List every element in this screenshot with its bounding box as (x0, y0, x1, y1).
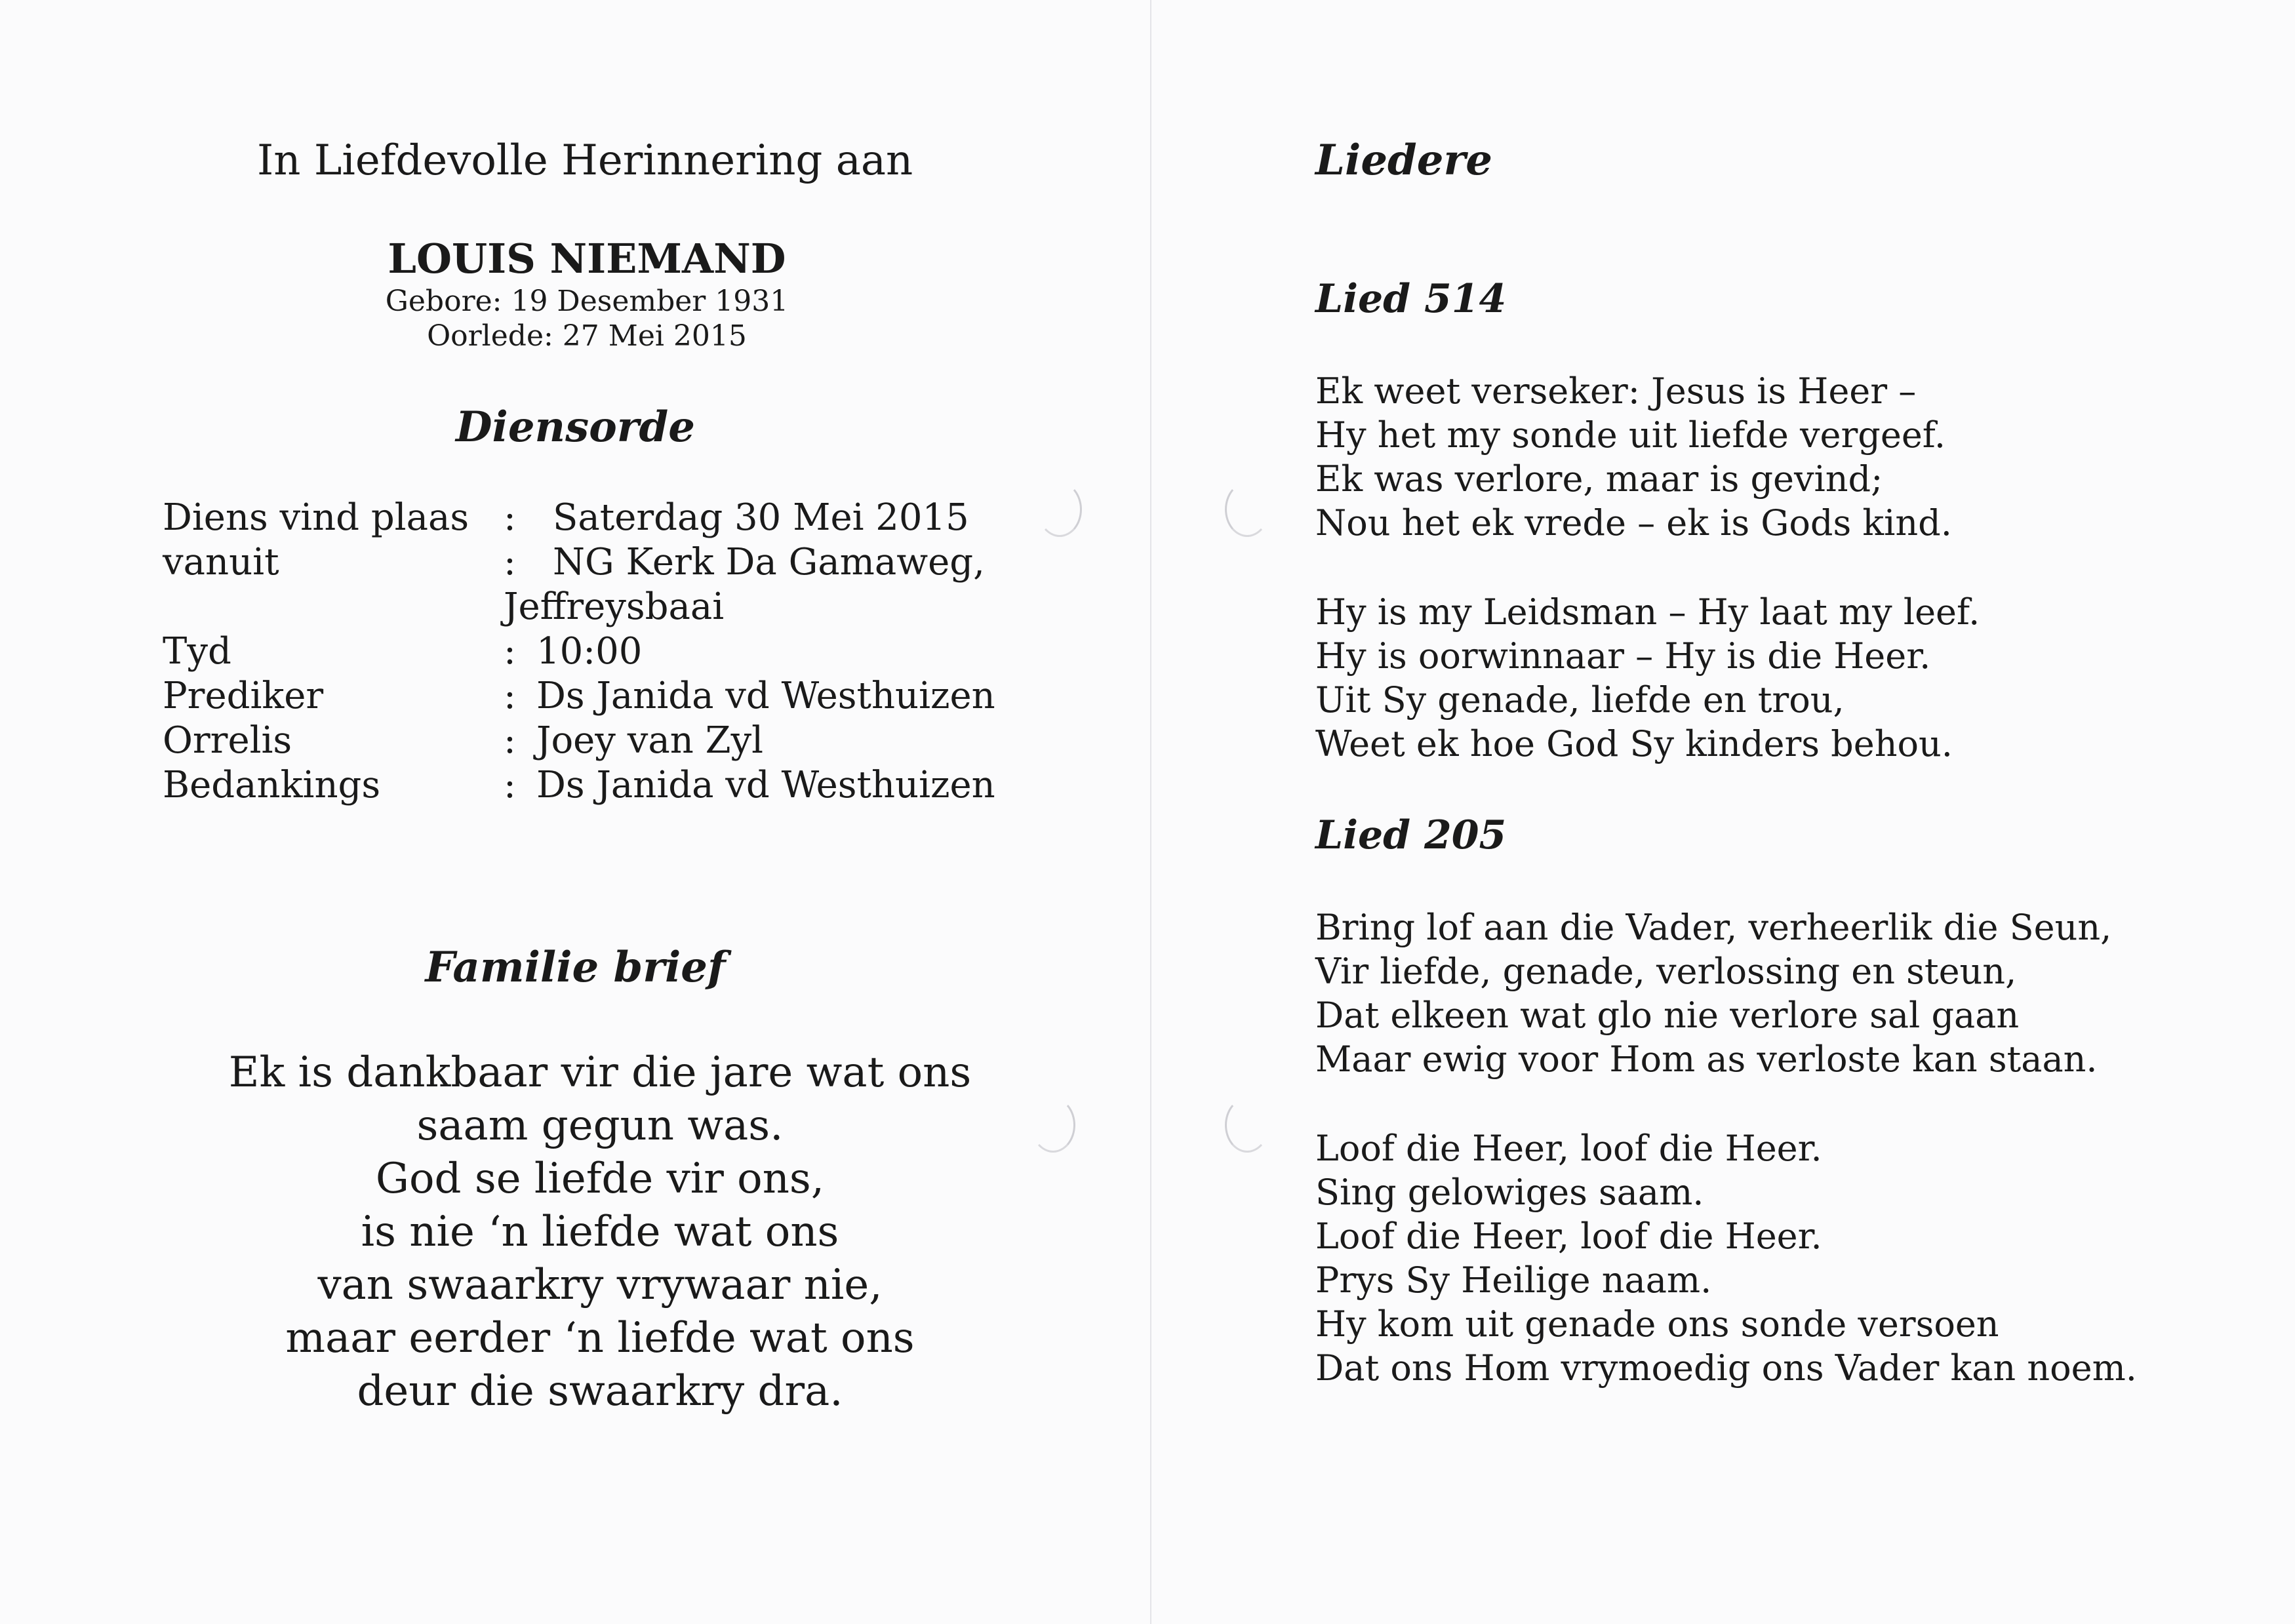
lyric-line: Maar ewig voor Hom as verloste kan staan. (1315, 1039, 2098, 1080)
service-value: Ds Janida vd Westhuizen (536, 764, 995, 806)
birth-date: Gebore: 19 Desember 1931 (385, 285, 789, 318)
song-title: Lied 205 (1315, 812, 1507, 858)
lyric-line: Dat elkeen wat glo nie verlore sal gaan (1315, 995, 2020, 1036)
letter-line: is nie ‘n liefde wat ons (361, 1208, 839, 1256)
lyric-line: Hy het my sonde uit liefde vergeef. (1315, 414, 1946, 456)
service-colon: : (504, 630, 516, 673)
letter-heading: Familie brief (425, 943, 726, 992)
service-label: vanuit (163, 541, 279, 584)
lyric-line: Loof die Heer, loof die Heer. (1315, 1128, 1822, 1169)
lyric-line: Hy kom uit genade ons sonde versoen (1315, 1303, 1999, 1345)
service-value: Ds Janida vd Westhuizen (536, 675, 995, 717)
songs-heading: Liedere (1315, 136, 1492, 185)
death-date: Oorlede: 27 Mei 2015 (427, 319, 747, 353)
lyric-line: Loof die Heer, loof die Heer. (1315, 1216, 1822, 1257)
deceased-name: LOUIS NIEMAND (388, 235, 786, 283)
lyric-line: Nou het ek vrede – ek is Gods kind. (1315, 502, 1952, 544)
memorial-intro: In Liefdevolle Herinnering aan (257, 136, 913, 185)
lyric-line: Dat ons Hom vrymoedig ons Vader kan noem. (1315, 1347, 2137, 1389)
service-value: 10:00 (536, 630, 643, 673)
service-label: Diens vind plaas (163, 496, 469, 539)
service-value: Jeffreysbaai (504, 585, 725, 628)
service-label: Tyd (163, 630, 231, 673)
lyric-line: Vir liefde, genade, verlossing en steun, (1315, 951, 2017, 992)
service-colon: : (504, 541, 516, 584)
service-label: Prediker (163, 675, 324, 717)
service-colon: : (504, 719, 516, 762)
letter-line: saam gegun was. (416, 1101, 784, 1150)
service-colon: : (504, 496, 516, 539)
service-label: Bedankings (163, 764, 381, 806)
service-colon: : (504, 675, 516, 717)
punch-hole-mark (1031, 1098, 1075, 1153)
service-colon: : (504, 764, 516, 806)
letter-line: deur die swaarkry dra. (357, 1367, 843, 1416)
lyric-line: Hy is oorwinnaar – Hy is die Heer. (1315, 635, 1931, 677)
service-value: Joey van Zyl (536, 719, 764, 762)
lyric-line: Ek was verlore, maar is gevind; (1315, 458, 1883, 500)
lyric-line: Prys Sy Heilige naam. (1315, 1259, 1712, 1301)
lyric-line: Bring lof aan die Vader, verheerlik die Seun, (1315, 907, 2112, 948)
service-heading: Diensorde (456, 403, 695, 452)
letter-line: van swaarkry vrywaar nie, (317, 1261, 883, 1309)
punch-hole-mark (1225, 1098, 1269, 1153)
service-value: Saterdag 30 Mei 2015 (553, 496, 969, 539)
punch-hole-mark (1225, 482, 1269, 537)
lyric-line: Uit Sy genade, liefde en trou, (1315, 679, 1845, 721)
letter-line: Ek is dankbaar vir die jare wat ons (228, 1048, 972, 1097)
lyric-line: Weet ek hoe God Sy kinders behou. (1315, 723, 1953, 764)
song-title: Lied 514 (1315, 276, 1507, 322)
letter-line: maar eerder ‘n liefde wat ons (285, 1314, 915, 1362)
lyric-line: Ek weet verseker: Jesus is Heer – (1315, 370, 1917, 412)
service-label: Orrelis (163, 719, 292, 762)
punch-hole-mark (1037, 482, 1082, 537)
service-value: NG Kerk Da Gamaweg, (553, 541, 985, 584)
lyric-line: Hy is my Leidsman – Hy laat my leef. (1315, 591, 1980, 633)
lyric-line: Sing gelowiges saam. (1315, 1172, 1704, 1213)
letter-line: God se liefde vir ons, (375, 1155, 825, 1203)
